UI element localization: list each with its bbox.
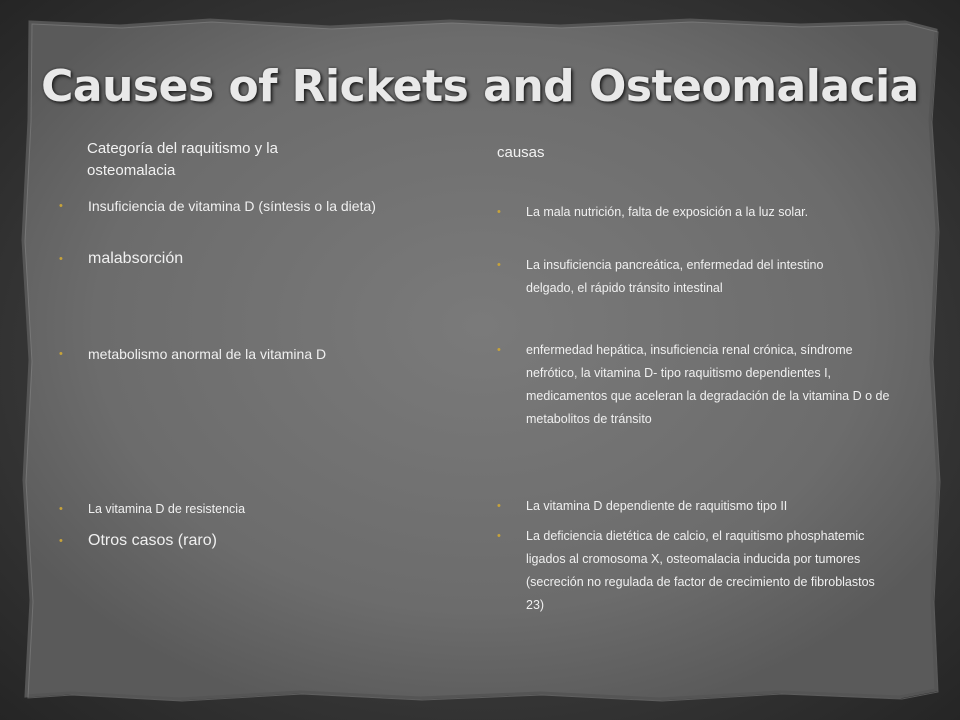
right-item-pancreatic <box>497 254 866 300</box>
slide-title: Causes of Rickets and Osteomalacia <box>41 61 919 112</box>
bullet-icon: • <box>497 344 501 356</box>
bullet-icon: • <box>497 259 501 271</box>
bullet-icon: • <box>497 500 501 512</box>
bullet-icon: • <box>497 530 501 542</box>
right-item-calcium <box>497 525 891 617</box>
left-item-label: La vitamina D de resistencia <box>88 502 246 516</box>
right-column-heading: causas <box>497 144 545 161</box>
left-item-label: Otros casos (raro) <box>88 532 217 549</box>
right-item-label: La insuficiencia pancreática, enfermedad del intestino delgado, el rápido tránsito intestinal <box>526 258 824 295</box>
bullet-icon: • <box>59 503 63 515</box>
bullet-icon: • <box>59 348 63 360</box>
right-item-hepatic <box>497 339 891 431</box>
right-item-label: enfermedad hepática, insuficiencia renal crónica, síndrome nefrótico, la vitamina D- tipo raquitismo dependientes I, medicamentos que aceleran la degradación de la vitamina D o de metabolitos de tránsito <box>526 343 890 426</box>
left-item-label: Insuficiencia de vitamina D (síntesis o la dieta) <box>88 198 376 214</box>
right-item-label: La mala nutrición, falta de exposición a la luz solar. <box>526 205 809 219</box>
left-item-resistance <box>59 498 448 521</box>
bullet-icon: • <box>497 206 501 218</box>
bullet-icon: • <box>59 200 63 212</box>
right-item-label: La deficiencia dietética de calcio, el raquitismo phosphatemic ligados al cromosoma X, osteomalacia inducida por tumores (secreción no regulada de factor de crecimiento de fibroblastos 23) <box>526 529 875 612</box>
right-item-label: La vitamina D dependiente de raquitismo tipo II <box>526 499 788 513</box>
right-item-malnutrition <box>497 201 826 224</box>
left-item-label: malabsorción <box>88 250 184 267</box>
left-item-abnormal-metabolism <box>59 344 448 365</box>
left-item-vitamin-d-deficiency <box>59 196 448 217</box>
left-column-heading: Categoría del raquitismo y la osteomalacia <box>87 140 278 179</box>
left-item-malabsorption <box>59 248 448 270</box>
left-item-label: metabolismo anormal de la vitamina D <box>88 346 327 362</box>
right-item-type-ii <box>497 495 886 518</box>
left-item-other-cases <box>59 530 448 552</box>
bullet-icon: • <box>59 535 63 547</box>
bullet-icon: • <box>59 253 63 265</box>
